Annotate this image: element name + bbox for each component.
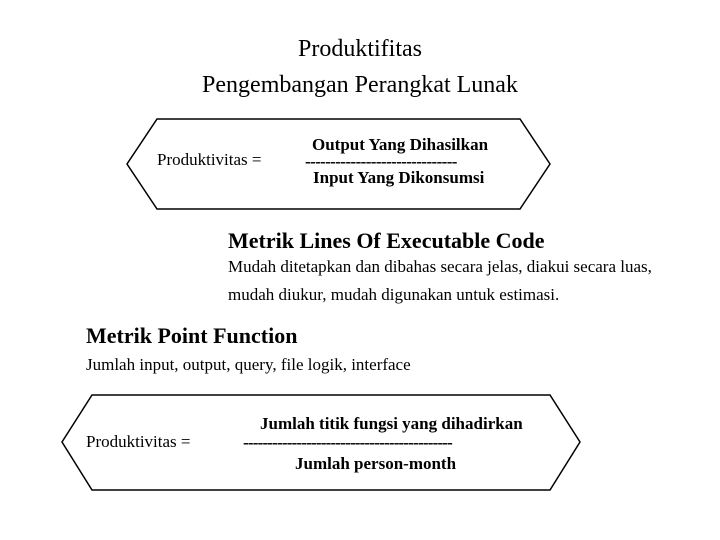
formula2-label: Produktivitas = <box>86 432 191 451</box>
fp-line-1: Jumlah input, output, query, file logik, interface <box>86 355 411 374</box>
title-line-1: Produktifitas <box>298 36 422 62</box>
title-line-2: Pengembangan Perangkat Lunak <box>202 72 518 98</box>
fp-heading: Metrik Point Function <box>86 323 298 348</box>
formula2-divider: ------------------------------------------- <box>243 433 453 452</box>
formula1-divider: ------------------------------ <box>305 152 457 171</box>
loc-heading: Metrik Lines Of Executable Code <box>228 228 545 253</box>
formula1-label: Produktivitas = <box>157 150 262 169</box>
formula2-denominator: Jumlah person-month <box>295 454 457 473</box>
formula1-numerator: Output Yang Dihasilkan <box>312 135 489 154</box>
formula1-denominator: Input Yang Dikonsumsi <box>313 168 485 187</box>
loc-line-1: Mudah ditetapkan dan dibahas secara jelas, diakui secara luas, <box>228 257 652 276</box>
formula2-numerator: Jumlah titik fungsi yang dihadirkan <box>260 414 523 433</box>
loc-line-2: mudah diukur, mudah digunakan untuk estimasi. <box>228 285 560 304</box>
